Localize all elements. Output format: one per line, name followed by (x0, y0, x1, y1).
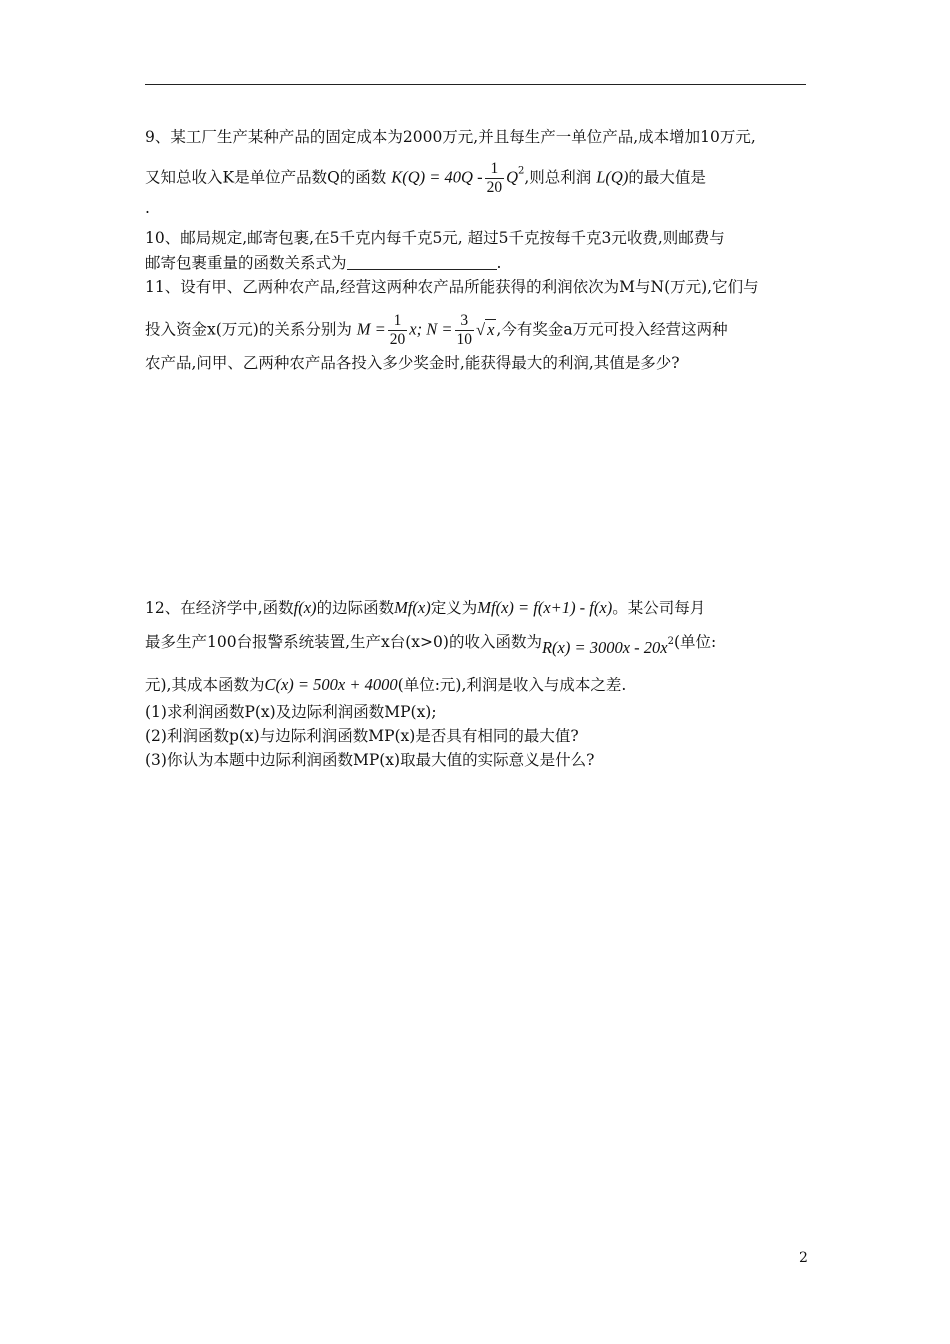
page-number: 2 (799, 1250, 808, 1266)
q12-line1: 12、在经济学中,函数f(x)的边际函数Mf(x)定义为Mf(x) = f(x+1) - f(x)。某公司每月 (145, 598, 706, 617)
q11-line1: 11、设有甲、乙两种农产品,经营这两种农产品所能获得的利润依次为M与N(万元),它们与 (145, 278, 759, 296)
q12-line2: 最多生产100台报警系统装置,生产x台(x>0)的收入函数为$R(x) = 3000x - 20x^2$(单位: (145, 633, 717, 657)
q12-line3: 元),其成本函数为C(x) = 500x + 4000(单位:元),利润是收入与成本之差. (145, 675, 627, 694)
q11-line2: 投入资金x(万元)的关系分别为 M = $\frac{1}{20}$ x; N = $\frac{3}{10}$ √ x ,今有奖金a万元可投入经营这两种 (145, 312, 728, 348)
header-rule (145, 84, 806, 85)
q11-line3: 农产品,问甲、乙两种农产品各投入多少奖金时,能获得最大的利润,其值是多少? (145, 354, 680, 372)
k-formula: K(Q) = 40Q - (391, 167, 483, 187)
fraction: $\frac{1}{20}$ (486, 160, 503, 196)
m-fraction: $\frac{1}{20}$ (389, 312, 406, 348)
q12-sub3: (3)你认为本题中边际利润函数MP(x)取最大值的实际意义是什么? (145, 751, 595, 769)
q12-sub2: (2)利润函数p(x)与边际利润函数MP(x)是否具有相同的最大值? (145, 727, 579, 745)
n-fraction: $\frac{3}{10}$ (456, 312, 473, 348)
sqrt-x: √ x (476, 319, 495, 339)
q9-line3: . (145, 199, 150, 217)
q10-line1: 10、邮局规定,邮寄包裹,在5千克内每千克5元, 超过5千克按每千克3元收费,则邮费与 (145, 229, 725, 247)
q12-sub1: (1)求利润函数P(x)及边际利润函数MP(x); (145, 703, 437, 721)
answer-blank (347, 254, 497, 270)
q9-line2: 又知总收入K是单位产品数Q的函数 K(Q) = 40Q - $\frac{1}{20}$ $Q^2$,则总利润 L(Q)的最大值是 (145, 160, 706, 196)
q10-line2: 邮寄包裹重量的函数关系式为 . (145, 254, 502, 272)
q9-line1: 9、某工厂生产某种产品的固定成本为2000万元,并且每生产一单位产品,成本增加10万元, (145, 128, 756, 146)
